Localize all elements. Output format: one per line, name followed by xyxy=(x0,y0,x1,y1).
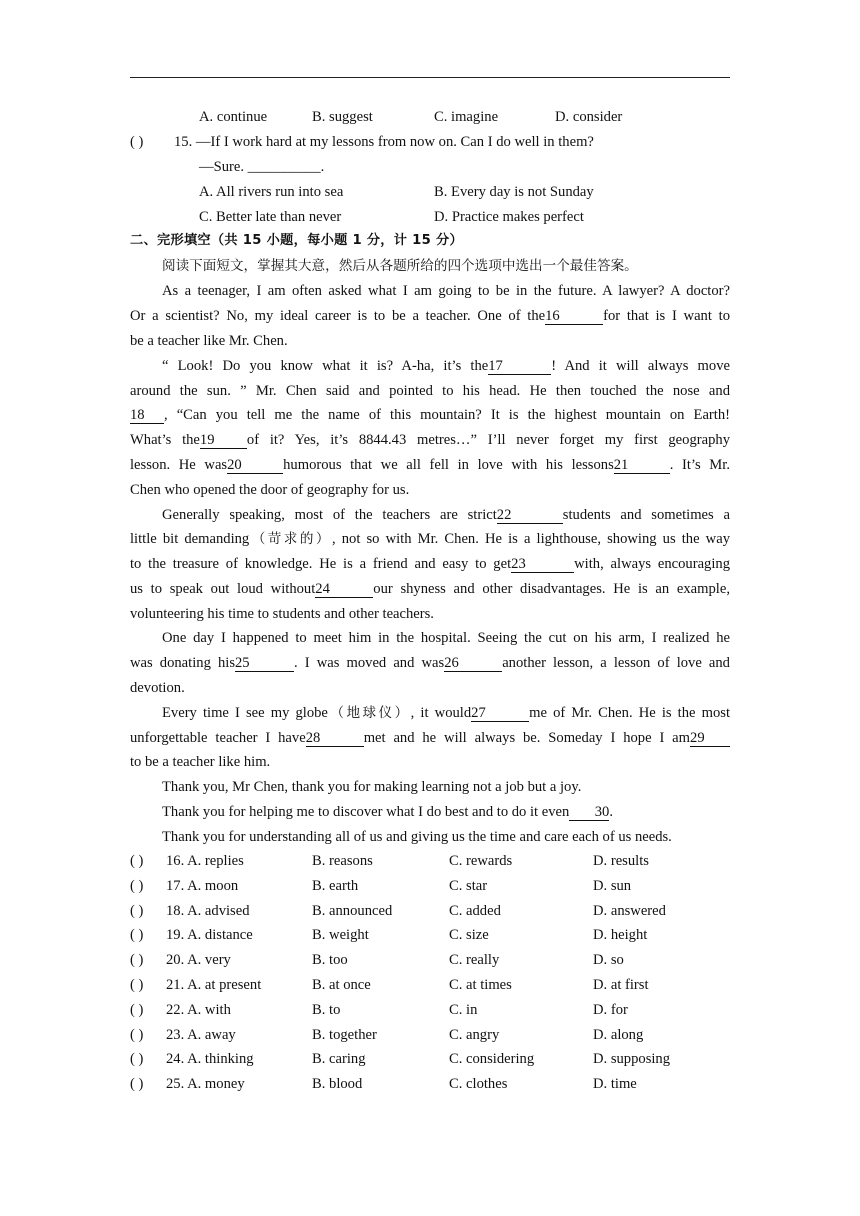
passage-line: little bit demanding（苛求的）, not so with Mr. Chen. He is a lighthouse, showing us the way xyxy=(130,531,730,547)
answer-paren[interactable]: ( ) xyxy=(130,1001,144,1018)
option-b: B. reasons xyxy=(312,853,373,869)
answer-paren[interactable]: ( ) xyxy=(130,1026,144,1043)
option-a: 21. A. at present xyxy=(166,977,262,993)
option-d: D. at first xyxy=(593,977,649,993)
blank-27: 27 xyxy=(471,706,529,722)
passage-line: us to speak out loud without24 our shyness and other disadvantages. He is an example, xyxy=(130,581,730,597)
option-a: 19. A. distance xyxy=(166,927,253,944)
option-c: C. really xyxy=(449,952,500,969)
option-b: B. blood xyxy=(312,1076,363,1093)
q15-option-d: D. Practice makes perfect xyxy=(434,209,584,225)
q15-option-b: B. Every day is not Sunday xyxy=(434,184,594,200)
section-instruction: 阅读下面短文，掌握其大意，然后从各题所给的四个选项中选出一个最佳答案。 xyxy=(162,258,638,274)
option-a: 22. A. with xyxy=(166,1001,231,1018)
q14-option-c: C. imagine xyxy=(434,109,499,125)
blank-26: 26 xyxy=(444,656,502,672)
option-d: D. for xyxy=(593,1001,628,1018)
answer-paren[interactable]: ( ) xyxy=(130,977,144,993)
passage-line: Generally speaking, most of the teachers are strict22 students and sometimes a xyxy=(162,507,730,523)
passage-line: Every time I see my globe（地球仪）, it would27 me of Mr. Chen. He is the most xyxy=(162,705,731,721)
blank-19: 19 xyxy=(200,433,247,449)
blank-29: 29 xyxy=(690,731,730,747)
option-c: C. at times xyxy=(449,977,512,993)
option-b: B. to xyxy=(312,1001,341,1018)
option-d: D. answered xyxy=(593,902,666,919)
blank-17: 17 xyxy=(488,359,551,375)
option-a: 20. A. very xyxy=(166,952,231,969)
answer-paren[interactable]: ( ) xyxy=(130,1076,144,1093)
option-b: B. together xyxy=(312,1026,377,1043)
answer-paren[interactable]: ( ) xyxy=(130,902,144,919)
passage-line: One day I happened to meet him in the hospital. Seeing the cut on his arm, I realized he xyxy=(162,630,730,646)
option-d: D. along xyxy=(593,1026,644,1043)
option-a: 24. A. thinking xyxy=(166,1051,254,1068)
passage-line: What’s the19 of it? Yes, it’s 8844.43 metres…” I’ll never forget my first geography xyxy=(130,432,730,448)
blank-18: 18 xyxy=(130,408,164,424)
blank-25: 25 xyxy=(235,656,294,672)
header-rule xyxy=(130,77,730,78)
option-a: 17. A. moon xyxy=(166,877,239,894)
option-c: C. added xyxy=(449,902,501,919)
option-d: D. sun xyxy=(593,877,632,894)
passage-line: to be a teacher like him. xyxy=(130,754,271,770)
passage-line: to the treasure of knowledge. He is a friend and easy to get23 with, always encouraging xyxy=(130,556,730,572)
option-b: B. announced xyxy=(312,902,393,919)
q15-option-a: A. All rivers run into sea xyxy=(199,184,344,200)
blank-24: 24 xyxy=(315,582,373,598)
passage-line: devotion. xyxy=(130,680,185,696)
passage-line: around the sun. ” Mr. Chen said and pointed to his head. He then touched the nose and xyxy=(130,383,730,399)
option-d: D. results xyxy=(593,853,649,869)
option-b: B. weight xyxy=(312,927,369,944)
passage-line: 18 , “Can you tell me the name of this mountain? It is the highest mountain on Earth! xyxy=(130,407,730,423)
option-d: D. height xyxy=(593,927,648,944)
option-c: C. clothes xyxy=(449,1076,508,1093)
option-c: C. in xyxy=(449,1001,478,1018)
answer-paren[interactable]: ( ) xyxy=(130,877,144,894)
answer-paren[interactable]: ( ) xyxy=(130,853,144,869)
q14-option-b: B. suggest xyxy=(312,109,373,125)
passage-line: “ Look! Do you know what it is? A-ha, it’s the17 ! And it will always move xyxy=(162,358,730,374)
q15-stem: 15. —If I work hard at my lessons from now on. Can I do well in them? xyxy=(174,134,594,150)
option-b: B. earth xyxy=(312,877,359,894)
section-heading: 二、完形填空（共 15 小题，每小题 1 分，计 15 分） xyxy=(130,233,463,248)
passage-line: unforgettable teacher I have28 met and he will always be. Someday I hope I am29 xyxy=(130,729,730,747)
passage-line: Or a scientist? No, my ideal career is to be a teacher. One of the16 for that is I want to xyxy=(130,308,730,324)
answer-paren[interactable]: ( ) xyxy=(130,952,144,969)
passage-line: Thank you, Mr Chen, thank you for making learning not a job but a joy. xyxy=(162,779,582,795)
blank-23: 23 xyxy=(511,557,574,573)
option-b: B. caring xyxy=(312,1051,366,1068)
blank-28: 28 xyxy=(306,731,364,747)
q14-option-a: A. continue xyxy=(199,109,268,125)
q14-option-d: D. consider xyxy=(555,109,623,125)
option-d: D. time xyxy=(593,1076,637,1093)
option-c: C. rewards xyxy=(449,853,513,869)
answer-paren[interactable]: ( ) xyxy=(130,134,144,150)
passage-line: lesson. He was20 humorous that we all fell in love with his lessons21 . It’s Mr. xyxy=(130,457,730,473)
passage-line: was donating his25 . I was moved and was26 another lesson, a lesson of love and xyxy=(130,655,730,671)
passage-line: Chen who opened the door of geography for us. xyxy=(130,482,410,498)
answer-paren[interactable]: ( ) xyxy=(130,927,144,944)
passage-line: Thank you for helping me to discover what I do best and to do it even 30. xyxy=(162,804,613,820)
option-b: B. at once xyxy=(312,977,371,993)
option-c: C. size xyxy=(449,927,489,944)
passage-line: Thank you for understanding all of us and giving us the time and care each of us needs. xyxy=(162,829,672,845)
option-b: B. too xyxy=(312,952,348,969)
option-a: 18. A. advised xyxy=(166,902,250,919)
option-a: 23. A. away xyxy=(166,1026,236,1043)
blank-22: 22 xyxy=(497,508,563,524)
option-c: C. considering xyxy=(449,1051,535,1068)
option-d: D. so xyxy=(593,952,624,969)
blank-30: 30 xyxy=(569,805,609,821)
option-d: D. supposing xyxy=(593,1051,671,1068)
blank-20: 20 xyxy=(227,458,283,474)
answer-paren[interactable]: ( ) xyxy=(130,1051,144,1068)
passage-line: As a teenager, I am often asked what I am going to be in the future. A lawyer? A doctor? xyxy=(162,283,730,299)
option-a: 25. A. money xyxy=(166,1076,245,1093)
q15-option-c: C. Better late than never xyxy=(199,209,342,225)
blank-21: 21 xyxy=(614,458,670,474)
passage-line: volunteering his time to students and other teachers. xyxy=(130,606,434,622)
passage-line: be a teacher like Mr. Chen. xyxy=(130,333,288,349)
blank-16: 16 xyxy=(545,309,603,325)
option-a: 16. A. replies xyxy=(166,853,244,869)
option-c: C. star xyxy=(449,877,488,894)
q15-reply: —Sure. __________. xyxy=(199,159,325,175)
option-c: C. angry xyxy=(449,1026,500,1043)
